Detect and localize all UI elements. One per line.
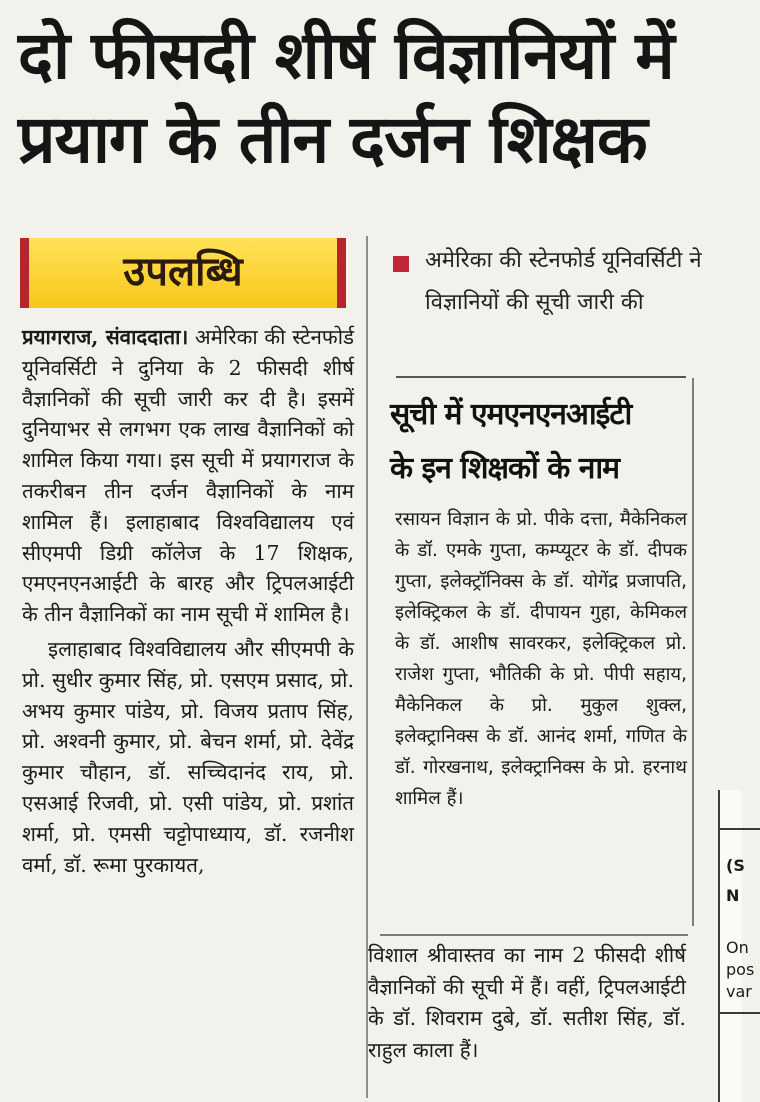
- highlight-bullet-icon: [393, 256, 409, 272]
- edge-fragment-4: pos: [726, 960, 755, 979]
- edge-fragment-3: On: [726, 938, 749, 957]
- edge-rule-top: [720, 828, 760, 830]
- article-paragraph-1-body: अमेरिका की स्टेनफोर्ड यूनिवर्सिटी ने दुनिया के 2 फीसदी शीर्ष वैज्ञानिकों की सूची जारी कर दी है। इसमें दुनियाभर से लगभग एक लाख वैज्ञानिकों को शामिल किया गया। इस सूची में प्रयागराज के तकरीबन तीन दर्जन वैज्ञानिकों के नाम शामिल हैं। इलाहाबाद विश्वविद्यालय एवं सीएमपी डिग्री कॉलेज के 17 शिक्षक, एमएनएनआईटी के बारह और ट्रिपलआईटी के तीन वैज्ञानिकों का नाम सूची में शामिल है।: [22, 325, 354, 627]
- headline-line-2: प्रयाग के तीन दर्जन शिक्षक: [18, 101, 647, 178]
- edge-rule-bottom: [720, 1012, 760, 1014]
- box-title: [390, 388, 690, 496]
- box-top-rule: [396, 376, 686, 378]
- section-tag-label: उपलब्धि: [123, 249, 243, 295]
- article-continuation: विशाल श्रीवास्तव का नाम 2 फीसदी शीर्ष वैज्ञानिकों की सूची में हैं। वहीं, ट्रिपलआईटी के डॉ. शिवराम दुबे, डॉ. सतीश सिंह, डॉ. राहुल काला हैं।: [368, 943, 686, 1062]
- box-frame-right: [692, 378, 694, 926]
- headline-line-1: दो फीसदी शीर्ष विज्ञानियों में: [18, 17, 674, 94]
- dateline: प्रयागराज, संवाददाता।: [22, 325, 189, 349]
- box-title-line-1: सूची में एमएनएनआईटी: [390, 397, 632, 432]
- article-column-left: [22, 322, 354, 880]
- box-names-list: रसायन विज्ञान के प्रो. पीके दत्ता, मैकेनिकल के डॉ. एमके गुप्ता, कम्प्यूटर के डॉ. दीपक गुप्ता, इलेक्ट्रॉनिक्स के डॉ. योगेंद्र प्रजापति, इलेक्ट्रिकल के डॉ. दीपायन गुहा, केमिकल के डॉ. आशीष सावरकर, इलेक्ट्रिकल प्रो. राजेश गुप्ता, भौतिकी के प्रो. पीपी सहाय, मैकेनिकल के प्रो. मुकुल शुक्ल, इलेक्ट्रानिक्स के डॉ. आनंद शर्मा, गणित के डॉ. गोरखनाथ, इलेक्ट्रानिक्स के प्रो. हरनाथ शामिल हैं।: [395, 509, 687, 809]
- box-frame-bottom: [380, 934, 688, 936]
- edge-fragment-5: var: [726, 982, 752, 1001]
- article-paragraph-1: [22, 322, 354, 630]
- edge-fragment-2: N: [726, 886, 740, 905]
- highlight-quote: अमेरिका की स्टेनफोर्ड यूनिवर्सिटी ने विज्ञानियों की सूची जारी की: [425, 248, 702, 315]
- headline: [18, 14, 708, 182]
- adjacent-article-fragment: [718, 790, 755, 1102]
- section-tag: [20, 238, 346, 308]
- box-title-line-2: के इन शिक्षकों के नाम: [390, 451, 620, 486]
- article-paragraph-2: इलाहाबाद विश्वविद्यालय और सीएमपी के प्रो. सुधीर कुमार सिंह, प्रो. एसएम प्रसाद, प्रो. अभय कुमार पांडेय, प्रो. विजय प्रताप सिंह, प्रो. अश्वनी कुमार, प्रो. बेचन शर्मा, प्रो. देवेंद्र कुमार चौहान, डॉ. सच्चिदानंद राय, प्रो. एसआई रिजवी, प्रो. एसी पांडेय, प्रो. प्रशांत शर्मा, प्रो. एमसी चट्टोपाध्याय, डॉ. रजनीश वर्मा, डॉ. रूमा पुरकायत,: [22, 636, 354, 877]
- edge-fragment-1: (S: [726, 856, 745, 875]
